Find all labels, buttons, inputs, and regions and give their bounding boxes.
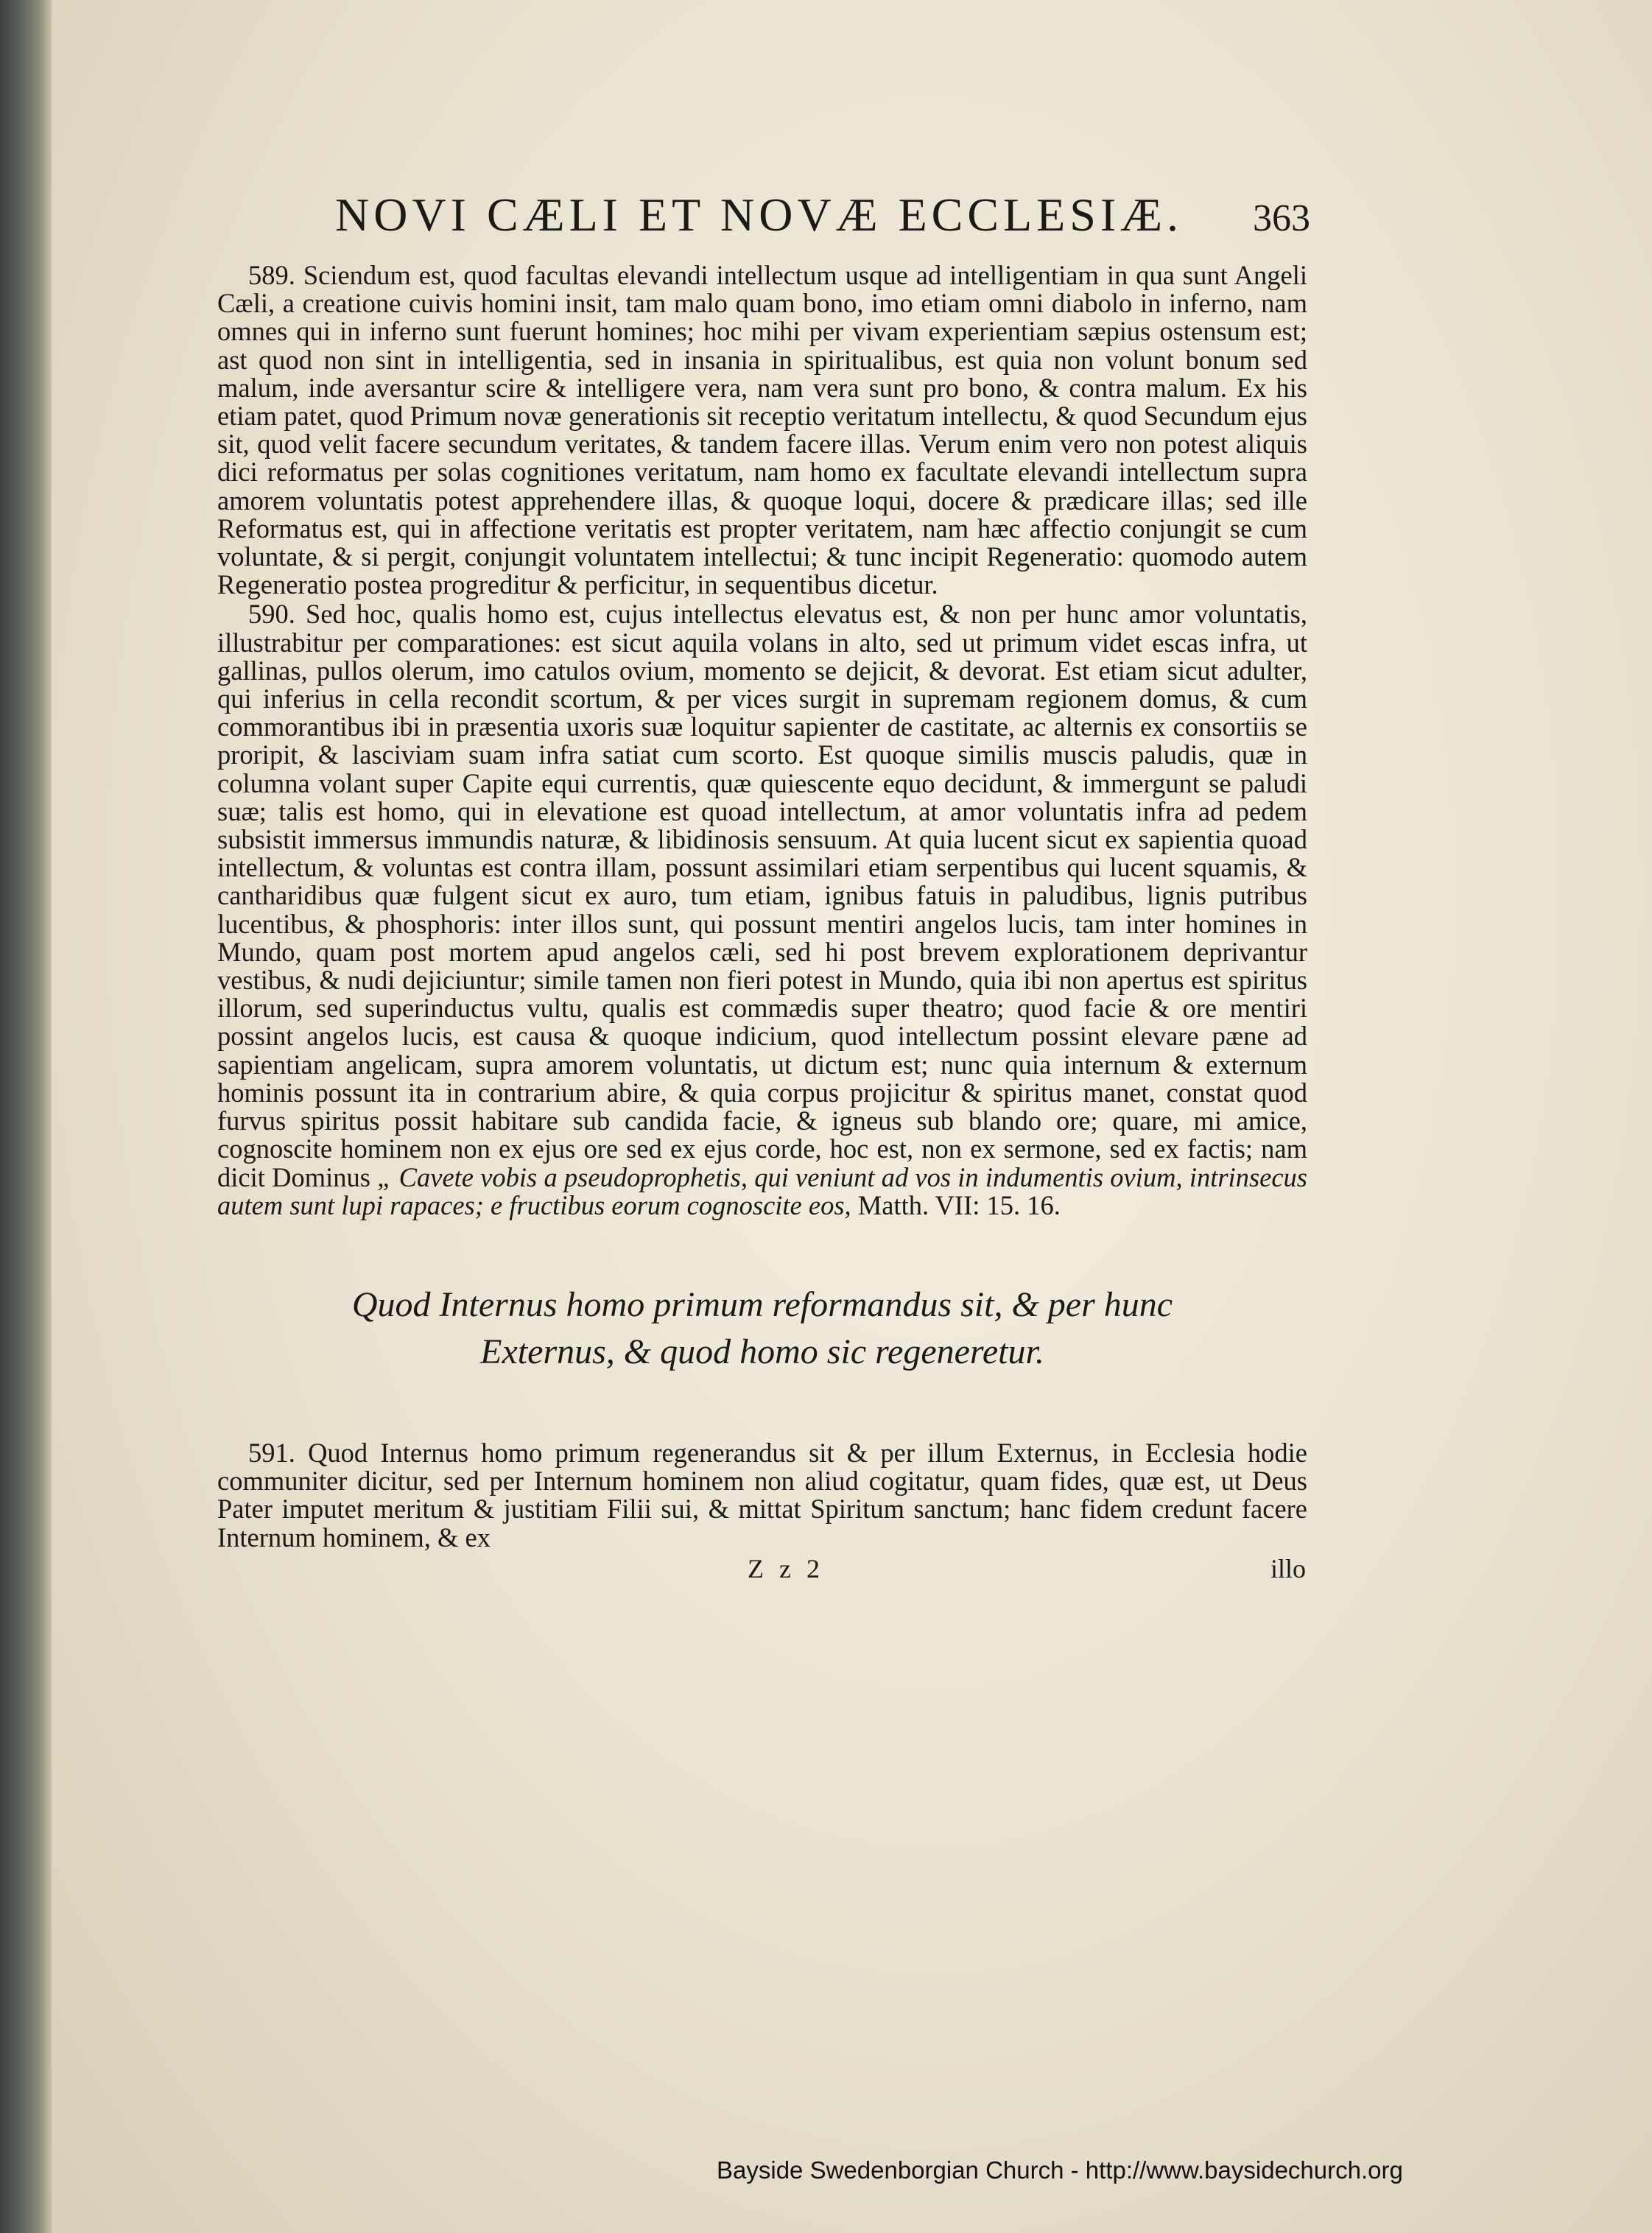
section-heading-line-1: Quod Internus homo primum reformandus sit, & per hunc <box>351 1284 1173 1324</box>
paragraph-590 <box>217 600 1307 1219</box>
paragraph-589 <box>217 261 1307 599</box>
scripture-quote: „ Cavete vobis a pseudoprophetis, qui veniunt ad vos in indumentis ovium, intrinsecus autem sunt lupi rapaces; e fructibus eorum cognoscite eos, <box>217 1161 1308 1220</box>
paragraph-number: 590. <box>248 599 295 630</box>
book-page <box>52 0 1652 2233</box>
running-title: NOVI CÆLI ET NOVÆ ECCLESIÆ. <box>335 189 1184 241</box>
paragraph-number: 589. <box>248 260 295 290</box>
paragraph-text: Sed hoc, qualis homo est, cujus intellectus elevatus est, & non per hunc amor voluntatis, illustrabitur per comparationes: est sicut aquila volans in alto, sed ut primum videt escas infra, ut gallinas, pullos olerum, imo catulos ovium, momento se dejicit, & devorat. Est etiam sicut adulter, qui inferius in cella recondit scortum, & per vices surgit in supremam regionem domus, & cum commorantibus ibi in præsentia uxoris suæ loquitur sapienter de castitate, ac alternis ex consortiis se proripit, & lasciviam suam infra satiat cum scorto. Est quoque similis muscis paludis, quæ in columna volant super Capite equi currentis, quæ quiescente equo decidunt, & immergunt se paludi suæ; talis est homo, qui in elevatione est quoad intellectum, at amor voluntatis infra ad pedem subsistit immersus immundis naturæ, & libidinosis sensuum. At quia lucent sicut ex sapientia quoad intellectum, & voluntas est contra illam, possunt assimilari etiam serpentibus qui lucent squamis, & cantharidibus quæ fulgent sicut ex auro, tum etiam, ignibus fatuis in paludibus, lignis putribus lucentibus, & phosphoris: inter illos sunt, qui possunt mentiri angelos lucis, tam inter homines in Mundo, quam post mortem apud angelos cæli, sed hi post brevem explorationem deprivantur vestibus, & nudi dejiciuntur; simile tamen non fieri potest in Mundo, quia ibi non apertus est spiritus illorum, sed superinductus vultu, qualis est commædis super theatro; quod facie & ore mentiri possint angelos lucis, est causa & quoque indicium, quod intellectum possint elevare pæne ad sapientiam angelicam, supra amorem voluntatis, ut dictum est; nunc quia internum & externum hominis possunt ita in contrarium abire, & quia corpus projicitur & spiritus manet, constat quod furvus spiritus possit habitare sub candida facie, & igneus sub blando ore; quare, mi amice, cognoscite hominem non ex ejus ore sed ex ejus corde, hoc est, non ex sermone, sed ex factis; nam dicit Dominus <box>217 599 1307 1192</box>
page-footer <box>217 1553 1307 1587</box>
paragraph-number: 591. <box>248 1437 295 1468</box>
page-header <box>217 180 1310 261</box>
page-number: 363 <box>1253 197 1310 239</box>
paragraph-text: Sciendum est, quod facultas elevandi intellectum usque ad intelligentiam in qua sunt Angeli Cæli, a creatione cuivis homini insit, tam malo quam bono, imo etiam omni diabolo in inferno, nam omnes qui in inferno sunt fuerunt homines; hoc mihi per vivam experientiam sæpius ostensum est; ast quod non sint in intelligentia, sed in insania in spiritualibus, est quia non volunt bonum sed malum, inde aversantur scire & intelligere vera, nam vera sunt pro bono, & contra malum. Ex his etiam patet, quod Primum novæ generationis sit receptio veritatum intellectu, & quod Secundum ejus sit, quod velit facere secundum veritates, & tandem facere illas. Verum enim vero non potest aliquis dici reformatus per solas cognitiones veritatum, nam homo ex facultate elevandi intellectum supra amorem voluntatis potest apprehendere illas, & quoque loqui, docere & prædicare illas; sed ille Reformatus est, qui in affectione veritatis est propter veritatem, nam hæc affectio conjungit se cum voluntate, & si pergit, conjungit voluntatem intellectui; & tunc incipit Regeneratio: quomodo autem Regeneratio postea progreditur & perficitur, in sequentibus dicetur. <box>217 260 1307 600</box>
section-heading-line-2: Externus, & quod homo sic regeneretur. <box>480 1332 1044 1371</box>
paragraph-591 <box>217 1439 1307 1552</box>
text-block <box>217 180 1310 1587</box>
source-watermark: Bayside Swedenborgian Church - http://www.baysidechurch.org <box>717 2156 1403 2184</box>
signature-mark: Z z 2 <box>748 1553 824 1583</box>
paragraph-text: Quod Internus homo primum regenerandus sit & per illum Externus, in Ecclesia hodie communiter dicitur, sed per Internum hominem non aliud cogitatur, quam fides, quæ est, ut Deus Pater imputet meritum & justitiam Filii sui, & mittat Spiritum sanctum; hanc fidem credunt facere Internum hominem, & ex <box>217 1437 1307 1552</box>
catchword: illo <box>1270 1553 1306 1583</box>
scripture-citation: Matth. VII: 15. 16. <box>857 1189 1061 1220</box>
book-spine-shadow <box>0 0 52 2233</box>
section-heading <box>217 1281 1307 1376</box>
